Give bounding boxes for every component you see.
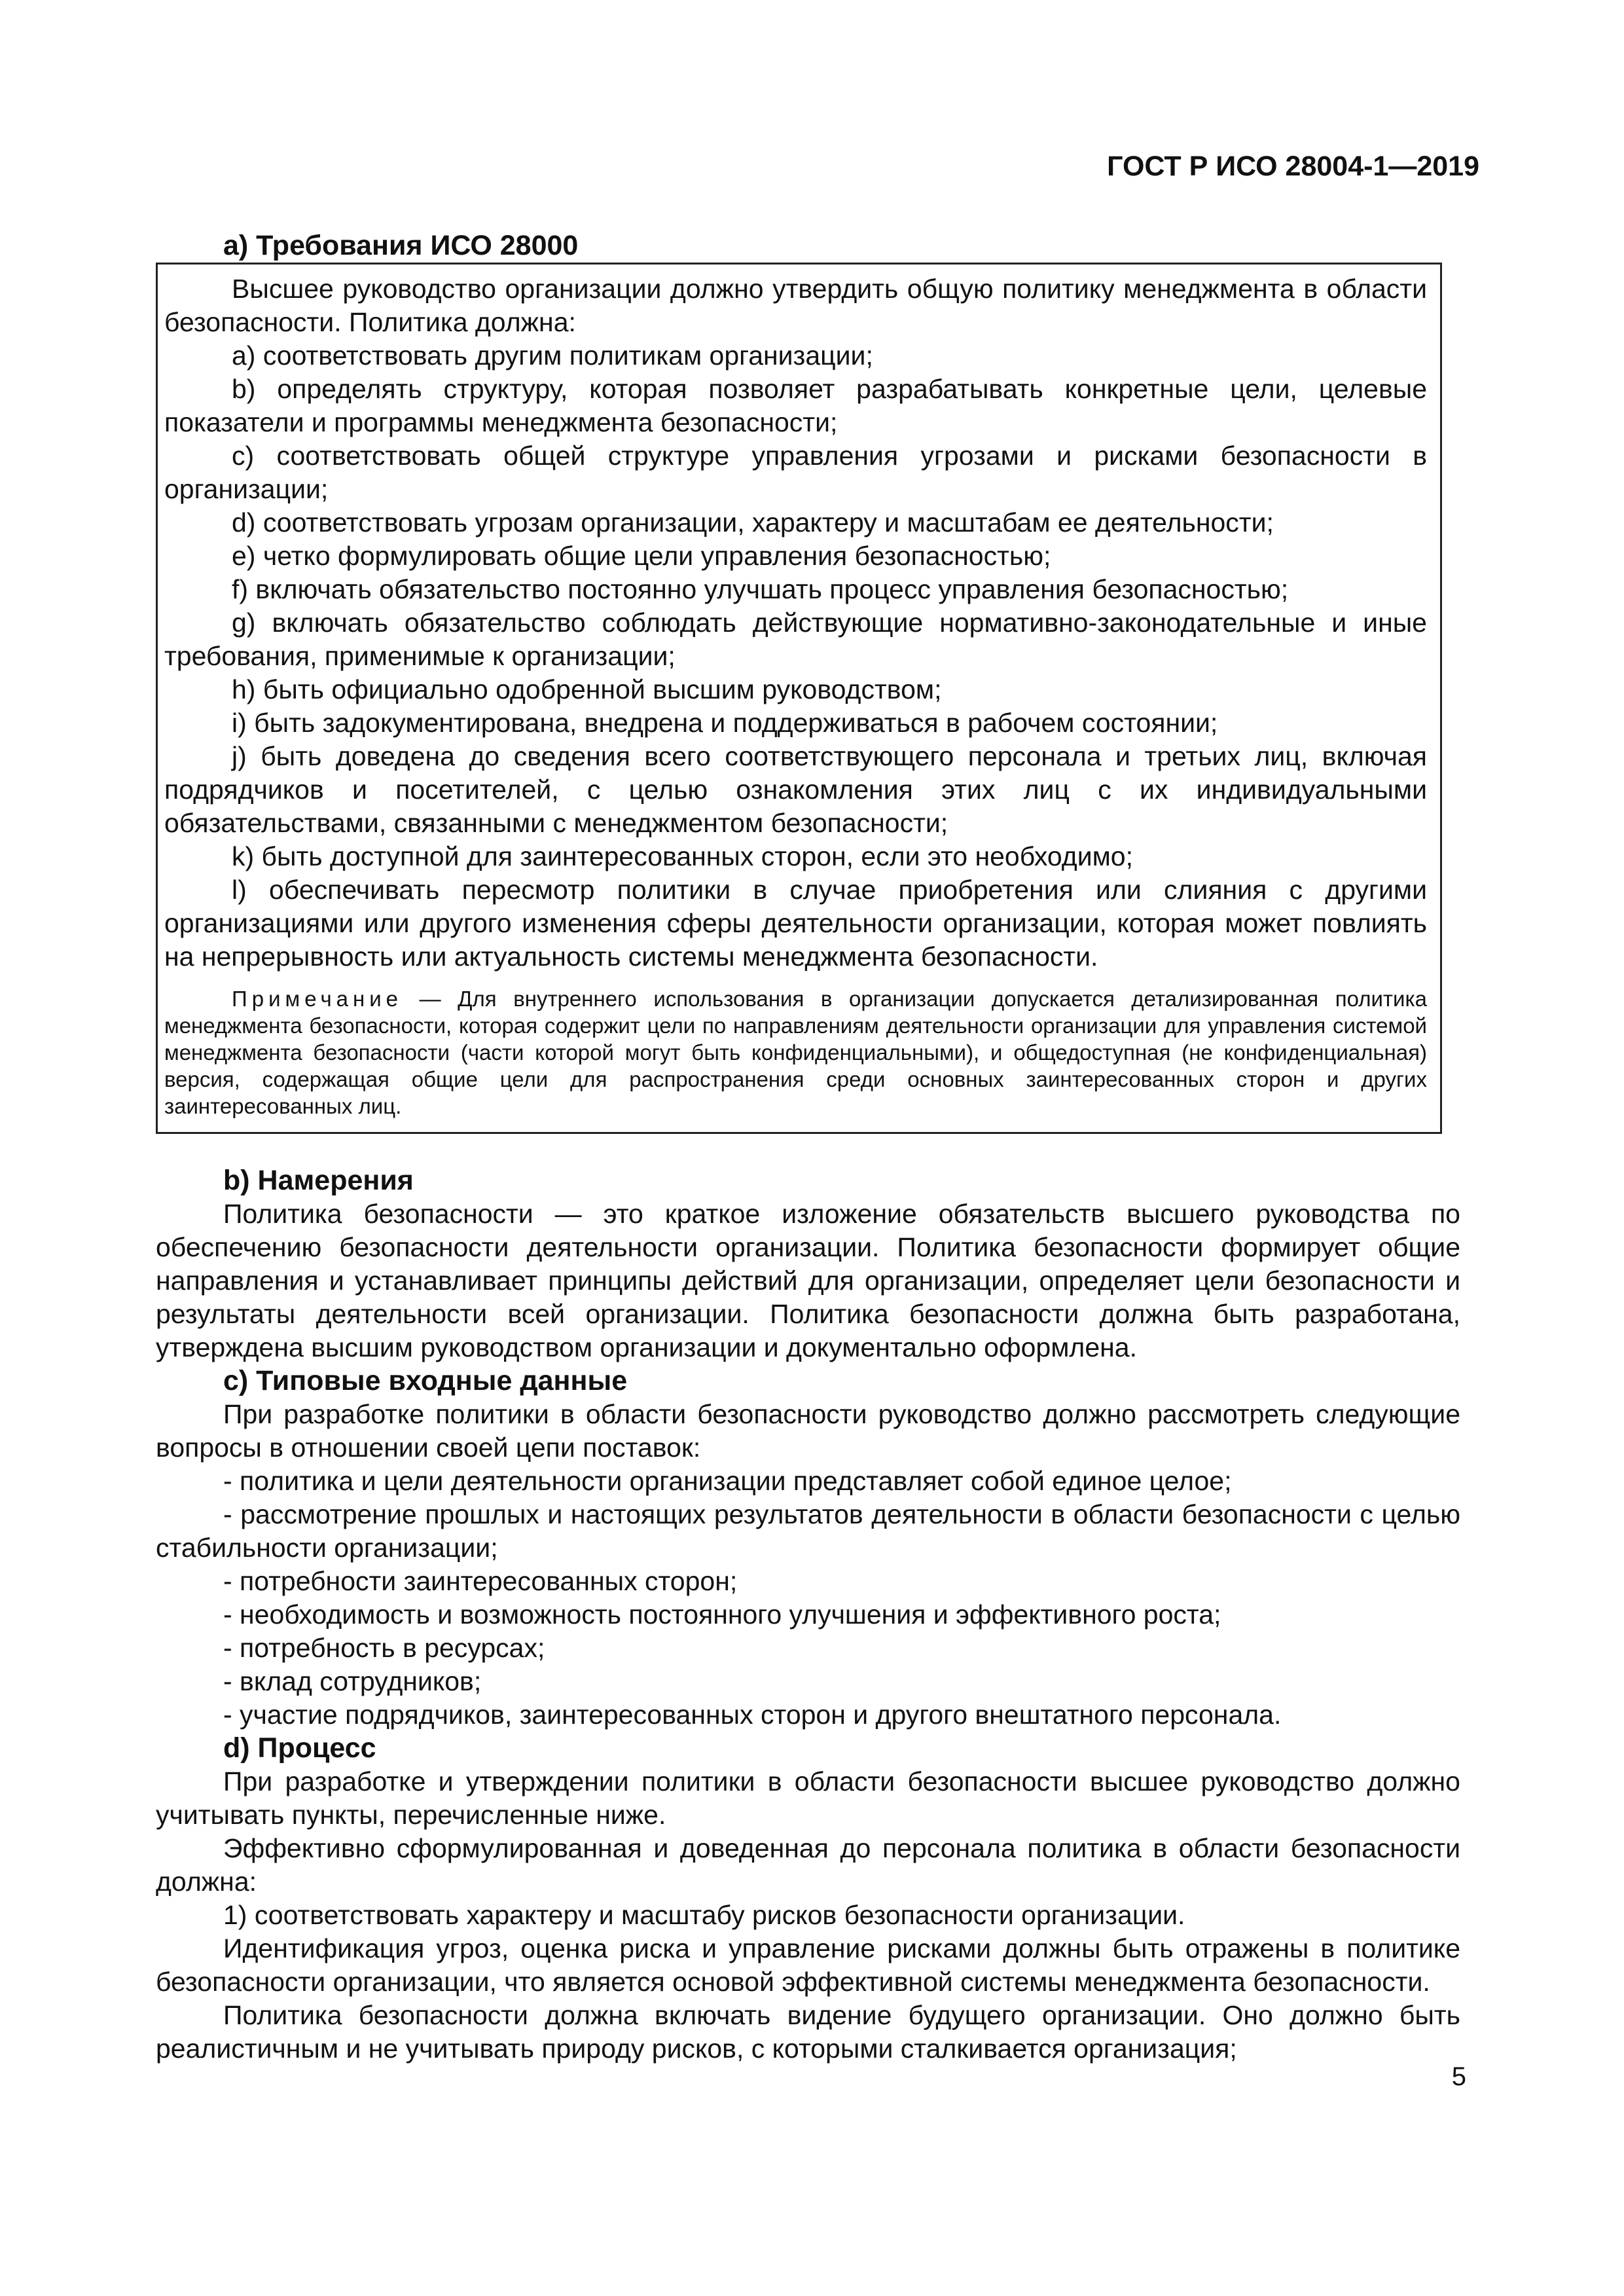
requirement-item: f) включать обязательство постоянно улучшать процесс управления безопасностью; xyxy=(232,574,1289,604)
section-b-title: b) Намерения xyxy=(223,1165,414,1196)
list-item: - необходимость и возможность постоянного улучшения и эффективного роста; xyxy=(223,1599,1221,1630)
requirement-item: l) обеспечивать пересмотр политики в случае приобретения или слияния с другими организациями или другого изменения сферы деятельности организации, которая может повлиять на непрерывность или актуальность системы менеджмента безопасности. xyxy=(164,875,1427,972)
section-d-paragraph: 1) соответствовать характеру и масштабу рисков безопасности организации. xyxy=(223,1900,1185,1930)
requirement-item: b) определять структуру, которая позволяет разрабатывать конкретные цели, целевые показатели и программы менеджмента безопасности; xyxy=(164,374,1427,437)
requirement-item: j) быть доведена до сведения всего соответствующего персонала и третьих лиц, включая подрядчиков и посетителей, с целью ознакомления этих лиц с их индивидуальными обязательствами, связанными с менеджментом безопасности; xyxy=(164,741,1427,838)
list-item: - потребность в ресурсах; xyxy=(223,1633,545,1663)
list-item: - вклад сотрудников; xyxy=(223,1666,482,1696)
requirement-item: d) соответствовать угрозам организации, характеру и масштабам ее деятельности; xyxy=(232,507,1274,538)
requirement-item: k) быть доступной для заинтересованных сторон, если это необходимо; xyxy=(232,841,1133,871)
note-label: Примечание xyxy=(232,987,403,1011)
requirement-item: c) соответствовать общей структуре управления угрозами и рисками безопасности в организации; xyxy=(164,441,1427,504)
document-header: ГОСТ Р ИСО 28004-1—2019 xyxy=(1107,151,1479,182)
list-item: - участие подрядчиков, заинтересованных сторон и другого внештатного персонала. xyxy=(223,1700,1282,1730)
requirement-item: e) четко формулировать общие цели управления безопасностью; xyxy=(232,541,1051,571)
section-a-title: a) Требования ИСО 28000 xyxy=(223,230,579,261)
section-d-paragraph: При разработке и утверждении политики в области безопасности высшее руководство должно учитывать пункты, перечисленные ниже. xyxy=(156,1766,1460,1830)
section-b-text: Политика безопасности — это краткое изложение обязательств высшего руководства по обеспечению безопасности деятельности организации. Политика безопасности формирует общие направления и устанавливает принципы действий для организации, определяет цели безопасности и результаты деятельности всей организации. Политика безопасности должна быть разработана, утверждена высшим руководством организации и документально оформлена. xyxy=(156,1199,1460,1362)
requirement-item: h) быть официально одобренной высшим руководством; xyxy=(232,674,942,704)
requirements-intro: Высшее руководство организации должно утвердить общую политику менеджмента в области безопасности. Политика должна: xyxy=(164,274,1427,337)
requirements-box xyxy=(156,263,1442,1134)
requirements-note xyxy=(164,985,1427,1120)
list-item: - политика и цели деятельности организации представляет собой единое целое; xyxy=(223,1466,1232,1496)
section-d-paragraph: Политика безопасности должна включать видение будущего организации. Оно должно быть реалистичным и не учитывать природу рисков, с которыми сталкивается организация; xyxy=(156,2000,1460,2064)
list-item: - потребности заинтересованных сторон; xyxy=(223,1566,738,1596)
list-item: - рассмотрение прошлых и настоящих результатов деятельности в области безопасности с целью стабильности организации; xyxy=(156,1499,1460,1563)
section-c-intro: При разработке политики в области безопасности руководство должно рассмотреть следующие вопросы в отношении своей цепи поставок: xyxy=(156,1399,1460,1463)
section-d-paragraph: Эффективно сформулированная и доведенная до персонала политика в области безопасности должна: xyxy=(156,1833,1460,1897)
note-text: — Для внутреннего использования в организации допускается детализированная политика менеджмента безопасности, которая содержит цели по направлениям деятельности организации для управления системой менеджмента безопасности (части которой могут быть конфиденциальными), и общедоступная (не конфиденциальная) версия, содержащая общие цели для распространения среди основных заинтересованных сторон и других заинтересованных лиц. xyxy=(164,987,1427,1118)
requirement-item: g) включать обязательство соблюдать действующие нормативно-законодательные и иные требования, применимые к организации; xyxy=(164,608,1427,671)
main-body xyxy=(156,1164,1460,2066)
page-number: 5 xyxy=(1451,2062,1466,2091)
section-d-paragraph: Идентификация угроз, оценка риска и управление рисками должны быть отражены в политике безопасности организации, что является основой эффективной системы менеджмента безопасности. xyxy=(156,1933,1460,1997)
requirement-item: i) быть задокументирована, внедрена и поддерживаться в рабочем состоянии; xyxy=(232,708,1218,738)
section-c-title: c) Типовые входные данные xyxy=(223,1365,628,1396)
requirement-item: a) соответствовать другим политикам организации; xyxy=(232,340,873,371)
section-d-title: d) Процесс xyxy=(223,1732,376,1764)
